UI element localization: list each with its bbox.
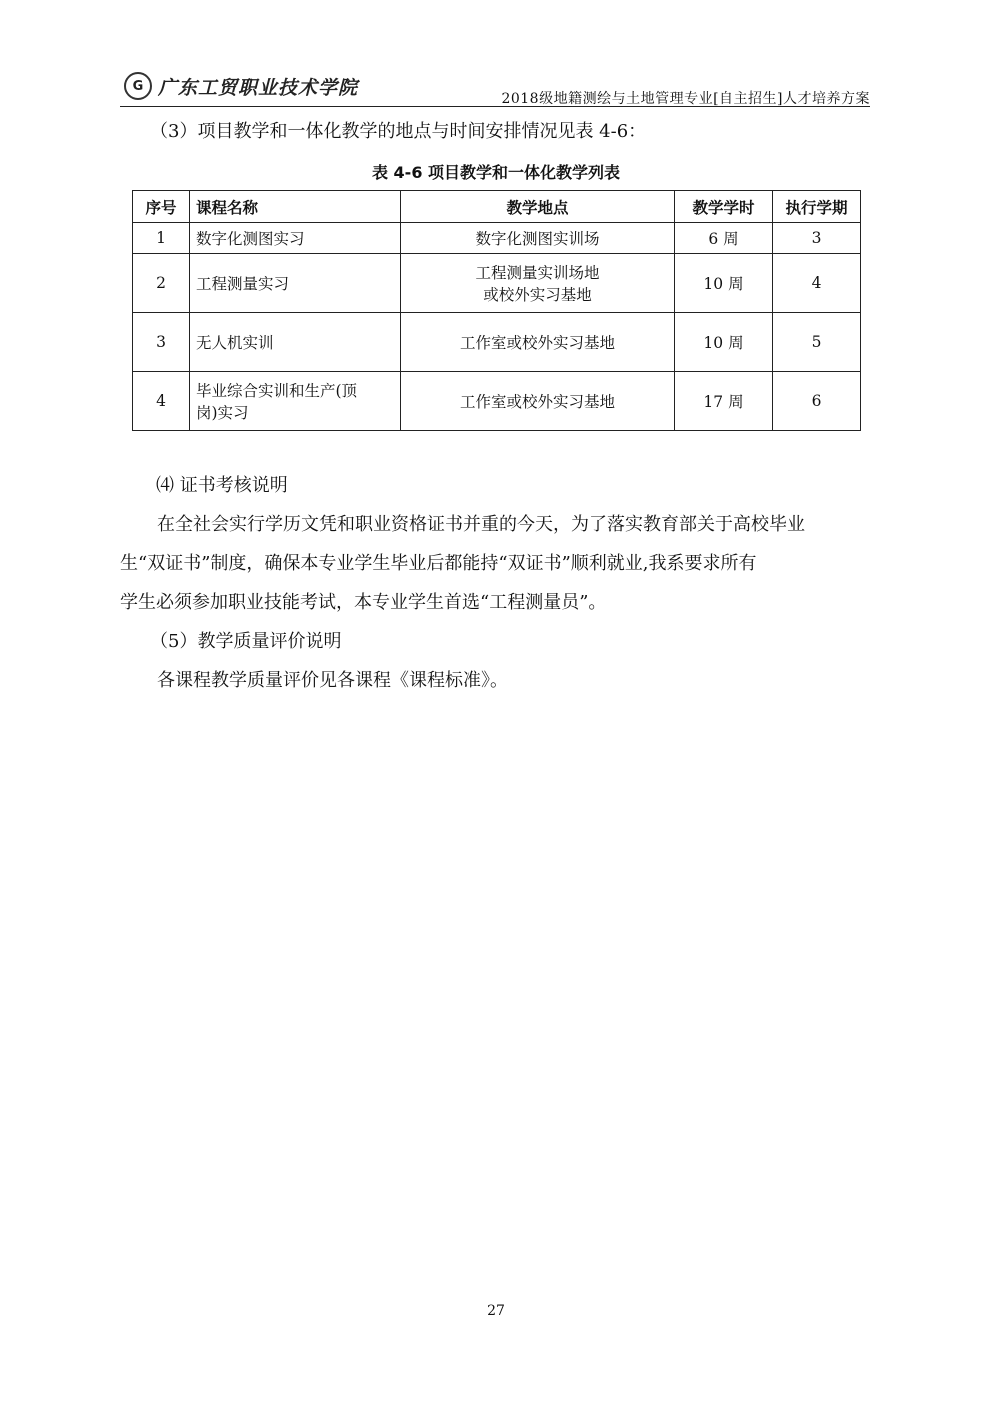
cell-course <box>190 372 401 431</box>
cell-course: 数字化测图实习 <box>190 223 401 254</box>
table-row <box>133 372 861 431</box>
section4-heading: ⑷ 证书考核说明 <box>156 475 288 496</box>
header-term: 执行学期 <box>773 191 861 223</box>
header-hours: 教学学时 <box>675 191 773 223</box>
table-caption: 表 4-6 项目教学和一体化教学列表 <box>371 163 621 182</box>
cell-place <box>401 254 675 313</box>
section5-line: 各课程教学质量评价见各课程《课程标准》。 <box>157 670 508 691</box>
school-logo <box>124 72 358 100</box>
document-title: 2018级地籍测绘与土地管理专业[自主招生]人才培养方案 <box>501 91 870 107</box>
cell-place: 工作室或校外实习基地 <box>401 313 675 372</box>
table-header-row <box>133 191 861 223</box>
cell-term: 6 <box>773 372 861 431</box>
cell-course-line: 岗)实习 <box>196 404 249 422</box>
cell-course: 工程测量实习 <box>190 254 401 313</box>
cell-hours: 10 周 <box>675 313 773 372</box>
section4-line: 生“双证书”制度，确保本专业学生毕业后都能持“双证书”顺利就业,我系要求所有 <box>120 553 757 574</box>
section5-heading: （5）教学质量评价说明 <box>150 631 342 652</box>
section4-line: 在全社会实行学历文凭和职业资格证书并重的今天，为了落实教育部关于高校毕业 <box>157 514 805 535</box>
cell-place-line: 工程测量实训场地 <box>475 264 600 282</box>
page-header <box>120 70 870 107</box>
cell-term: 4 <box>773 254 861 313</box>
cell-no: 4 <box>133 372 190 431</box>
cell-no: 1 <box>133 223 190 254</box>
table-row <box>133 254 861 313</box>
header-place: 教学地点 <box>401 191 675 223</box>
cell-course-line: 毕业综合实训和生产(顶 <box>196 382 358 400</box>
section4-line: 学生必须参加职业技能考试，本专业学生首选“工程测量员”。 <box>120 592 607 613</box>
header-course: 课程名称 <box>190 191 401 223</box>
cell-course: 无人机实训 <box>190 313 401 372</box>
cell-place: 工作室或校外实习基地 <box>401 372 675 431</box>
page-number: 27 <box>487 1303 505 1319</box>
cell-term: 5 <box>773 313 861 372</box>
table-row <box>133 313 861 372</box>
table-row <box>133 223 861 254</box>
cell-place: 数字化测图实训场 <box>401 223 675 254</box>
school-name: 广东工贸职业技术学院 <box>158 76 359 99</box>
cell-hours: 17 周 <box>675 372 773 431</box>
cell-place-line: 或校外实习基地 <box>483 286 592 304</box>
school-emblem-icon: G <box>124 72 152 100</box>
cell-no: 3 <box>133 313 190 372</box>
teaching-table <box>132 190 861 431</box>
header-no: 序号 <box>133 191 190 223</box>
cell-hours: 6 周 <box>675 223 773 254</box>
cell-no: 2 <box>133 254 190 313</box>
intro-paragraph: （3）项目教学和一体化教学的地点与时间安排情况见表 4-6： <box>150 121 647 142</box>
cell-term: 3 <box>773 223 861 254</box>
cell-hours: 10 周 <box>675 254 773 313</box>
